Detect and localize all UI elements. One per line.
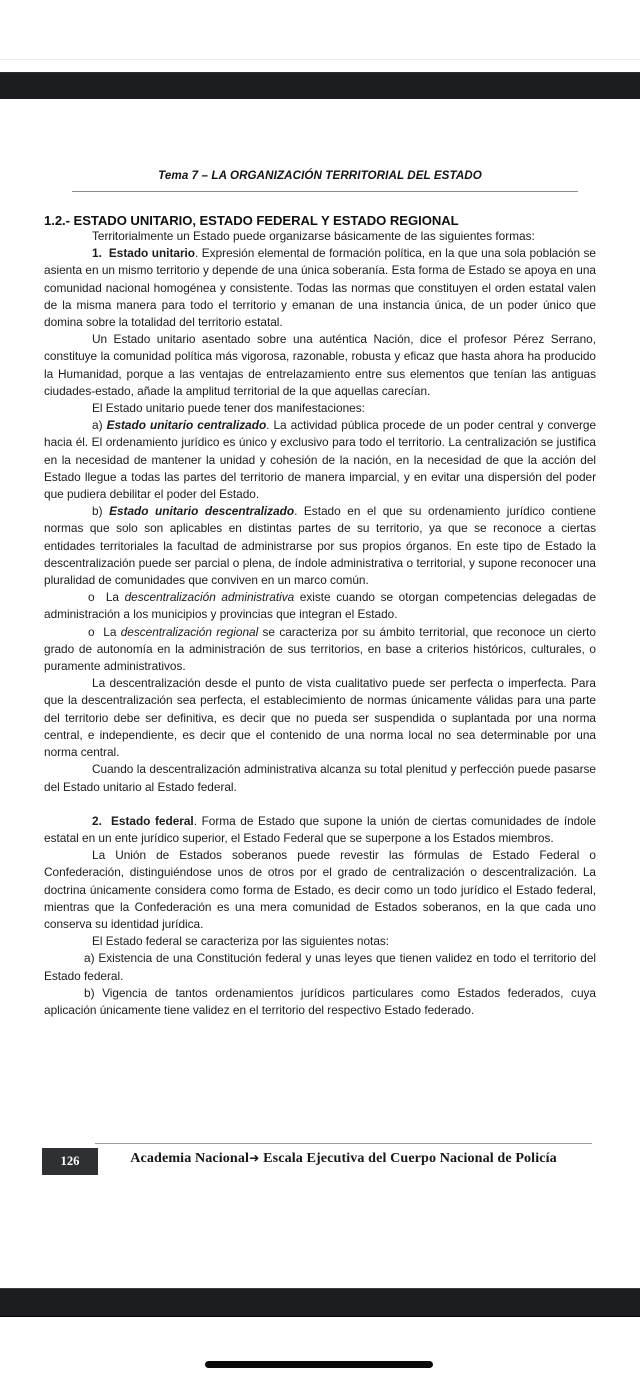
paragraph-manifestaciones: El Estado unitario puede tener dos manifestaciones: (92, 401, 365, 416)
bullet-body-2: se caracteriza por su ámbito territorial, que reconoce un cierto grado de autonomía en la administración de sus territorios, en base a criterios históricos, culturales, o puramente administrativos. (44, 624, 596, 674)
bottom-chrome-bar (0, 1288, 640, 1317)
term-descentralizacion-administrativa: descentralización administrativa (124, 590, 295, 605)
top-chrome-bar (0, 72, 640, 101)
footer-institution-text (95, 1150, 592, 1167)
page-number: 126 (60, 1154, 80, 1168)
footer-subtitle: Escala Ejecutiva del Cuerpo Nacional de Policía (263, 1150, 557, 1166)
paragraph-perfecta-imperfecta: La descentralización desde el punto de vista cualitativo puede ser perfecta o imperfecta. Para que la descentralización sea perfecta, el establecimiento de normas únicamente válidas para una parte del territorio debe ser definitiva, es decir que no pueda ser suspendida o suplantada por una norma central, e independiente, es decir que el contenido de una norma local no sea determinable por una norma central. (44, 676, 596, 760)
term-estado-unitario-descentralizado: Estado unitario descentralizado (109, 504, 295, 519)
home-indicator[interactable] (205, 1361, 433, 1368)
term-estado-unitario: Estado unitario (108, 246, 196, 261)
paragraph-intro: Territorialmente un Estado puede organizarse básicamente de las siguientes formas: (92, 229, 535, 243)
running-head: Tema 7 – LA ORGANIZACIÓN TERRITORIAL DEL ESTADO (158, 169, 482, 182)
term-estado-unitario-centralizado: Estado unitario centralizado (106, 418, 267, 433)
bullet-marker-o-1: o (88, 590, 95, 605)
paragraph-descentralizado-body: . Estado en el que su ordenamiento jurídico contiene normas que solo son aplicables en distintas partes de su territorio, ya que se reconoce a ciertas entidades territoriales la facultad de administrarse por sus propios órganos. En este tipo de Estado la descentralización puede ser parcial o plena, de índole administrativa o territorial, y supone reconocer una pluralidad de comunidades que conviven en un marco común. (44, 504, 596, 588)
paragraph-plenitud: Cuando la descentralización administrativa alcanza su total plenitud y perfección puede pasarse del Estado unitario al Estado federal. (44, 762, 596, 794)
paragraph-centralizado-body: . La actividad pública procede de un poder central y converge hacia él. El ordenamiento jurídico es único y exclusivo para todo el territorio. La centralización se justifica en la necesidad de mantener la unidad y cohesión de la nación, en la necesidad de que la acción del Estado llegue a todas las partes del territorio de manera imparcial, y en evitar una dispersión del poder que pudiera debilitar el poder del Estado. (44, 418, 597, 502)
paragraph-estado-unitario (44, 245, 596, 331)
paragraph-nota-b: b) Vigencia de tantos ordenamientos jurídicos particulares como Estados federados, cuya aplicación únicamente tiene validez en el territorio del respectivo Estado federado. (44, 985, 596, 1017)
paragraph-descentralizado (44, 503, 596, 589)
bullet-body-1: existe cuando se otorgan competencias delegadas de administración a los municipios y provincias que integran el Estado. (44, 590, 597, 622)
term-descentralizacion-regional: descentralización regional (120, 624, 259, 639)
paragraph-nota-a: a) Existencia de una Constitución federal y unas leyes que tienen validez en todo el territorio del Estado federal. (44, 951, 596, 983)
list-marker-b: b) (92, 504, 103, 519)
bullet-descentralizacion-regional (44, 624, 596, 676)
document-page[interactable] (0, 99, 640, 1288)
bullet-lead-1: La (105, 590, 125, 605)
paragraph-centralizado (44, 417, 596, 503)
paragraph-notas: El Estado federal se caracteriza por las siguientes notas: (92, 934, 390, 949)
paragraph-union-estados: La Unión de Estados soberanos puede revestir las fórmulas de Estado Federal o Confederación, distinguiéndose unos de otros por el grado de centralización o descentralización. La doctrina únicamente considera como forma de Estado, es decir como un todo jurídico el Estado federal, mientras que la Confederación es una mera comunidad de Estados soberanos, en la que cada uno conserva su identidad jurídica. (44, 848, 596, 931)
page-footer (44, 1134, 596, 1204)
bullet-descentralizacion-administrativa (44, 589, 596, 623)
arrow-right-icon: ➜ (249, 1150, 260, 1165)
bullet-lead-2: La (103, 624, 121, 639)
paragraph-estado-unitario-body: . Expresión elemental de formación política, en la que una sola población se asienta en un mismo territorio y depende de una única soberanía. Esta forma de Estado se apoya en una comunidad nacional homogénea y consistente. Todas las normas que constituyen el orden estatal valen de la misma manera para todo el territorio y emanan de una instancia única, de un poder único que domina sobre la totalidad del territorio estatal. (44, 246, 596, 330)
top-hairline-divider (0, 59, 640, 60)
footer-rule (95, 1143, 592, 1144)
page-number-badge (42, 1148, 98, 1175)
running-head-rule (72, 191, 578, 192)
paragraph-estado-federal (44, 813, 596, 847)
footer-institution: Academia Nacional (130, 1150, 250, 1166)
list-marker-2: 2. (92, 813, 102, 828)
section-heading: 1.2.- ESTADO UNITARIO, ESTADO FEDERAL Y ESTADO REGIONAL (44, 213, 459, 228)
page-content-area (44, 99, 597, 1168)
paragraph-perez-serrano: Un Estado unitario asentado sobre una auténtica Nación, dice el profesor Pérez Serrano, constituye la comunidad política más vigorosa, razonable, robusta y eficaz que hasta ahora ha producido la Humanidad, porque a las ventajas de entrelazamiento entre sus elementos que tenían las antiguas ciudades-estado, añade la amplitud territorial de la que aquellas carecían. (44, 332, 596, 398)
bullet-marker-o-2: o (88, 624, 95, 639)
paragraph-estado-federal-body: . Forma de Estado que supone la unión de ciertas comunidades de índole estatal en un ente jurídico superior, el Estado Federal que se superpone a los Estados miembros. (44, 813, 596, 845)
list-marker-a: a) (92, 418, 103, 433)
term-estado-federal: Estado federal (111, 813, 194, 828)
list-marker-1: 1. (92, 246, 102, 261)
